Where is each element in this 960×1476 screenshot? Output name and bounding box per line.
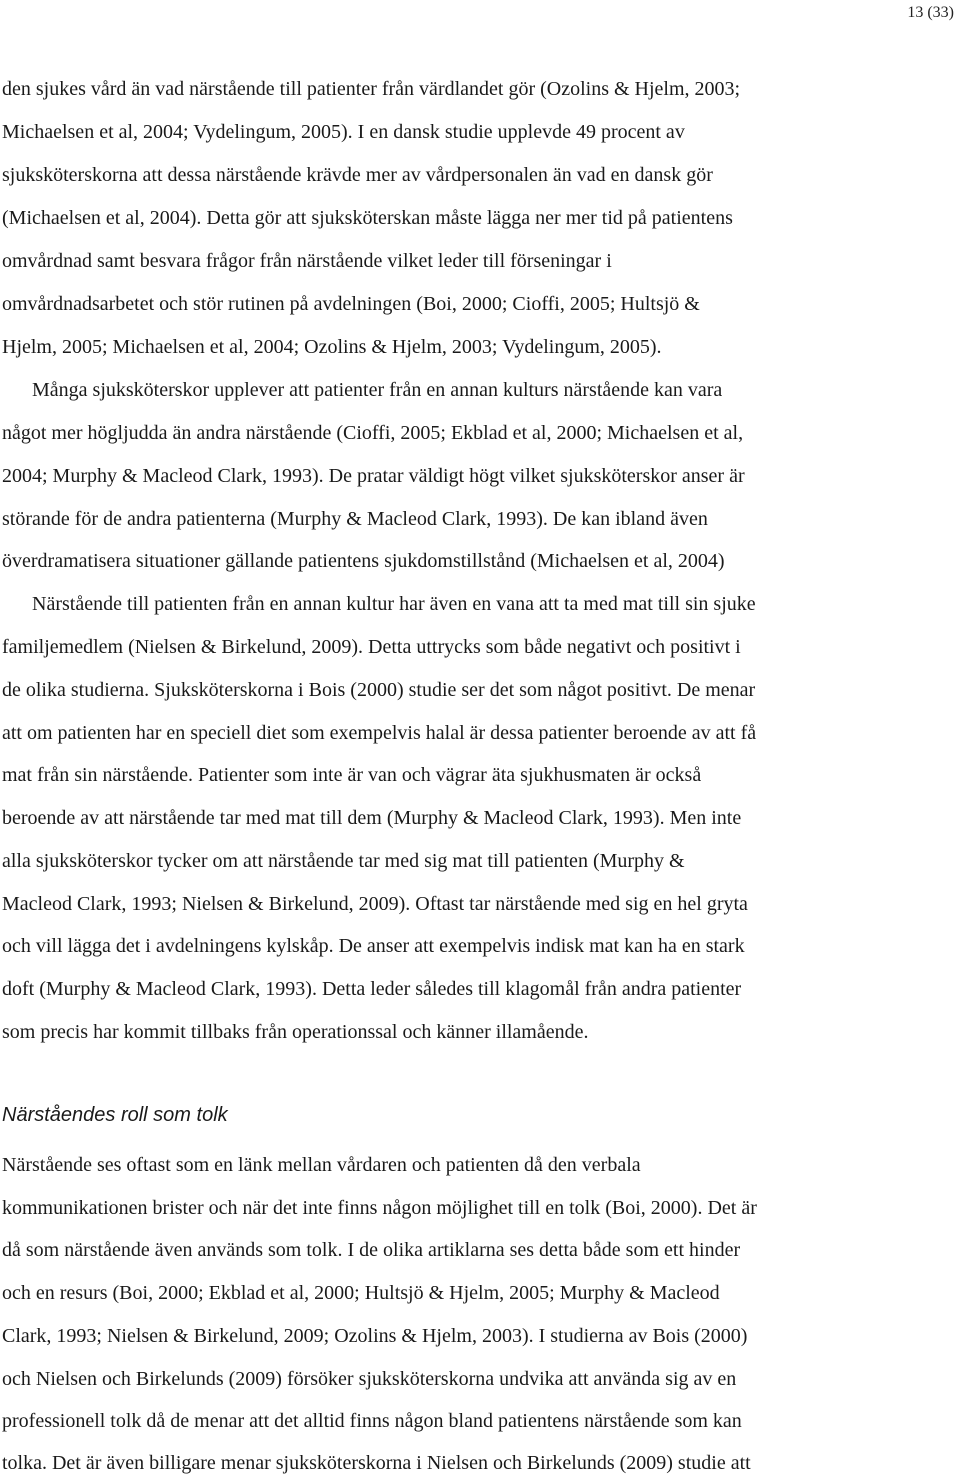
text-line: och en resurs (Boi, 2000; Ekblad et al, 2000; Hultsjö & Hjelm, 2005; Murphy & Macleod <box>2 1282 720 1304</box>
text-line: alla sjuksköterskor tycker om att närstående tar med sig mat till patienten (Murphy & <box>2 850 685 872</box>
text-line: Hjelm, 2005; Michaelsen et al, 2004; Ozolins & Hjelm, 2003; Vydelingum, 2005). <box>2 336 662 358</box>
text-line: Michaelsen et al, 2004; Vydelingum, 2005). I en dansk studie upplevde 49 procent av <box>2 121 685 143</box>
text-line: störande för de andra patienterna (Murphy & Macleod Clark, 1993). De kan ibland även <box>2 508 708 530</box>
text-line: och vill lägga det i avdelningens kylskåp. De anser att exempelvis indisk mat kan ha en stark <box>2 935 745 957</box>
text-line: omvårdnad samt besvara frågor från närstående vilket leder till förseningar i <box>2 250 612 272</box>
text-line: de olika studierna. Sjuksköterskorna i Bois (2000) studie ser det som något positivt. De menar <box>2 679 756 701</box>
text-line: att om patienten har en speciell diet som exempelvis halal är dessa patienter beroende av att få <box>2 722 757 744</box>
section-heading: Närståendes roll som tolk <box>2 1104 228 1126</box>
text-line: 2004; Murphy & Macleod Clark, 1993). De pratar väldigt högt vilket sjuksköterskor anser är <box>2 465 745 487</box>
text-line: och Nielsen och Birkelunds (2009) försöker sjuksköterskorna undvika att använda sig av en <box>2 1368 737 1390</box>
page-number: 13 (33) <box>907 4 954 21</box>
text-line: tolka. Det är även billigare menar sjuksköterskorna i Nielsen och Birkelunds (2009) studie att <box>2 1452 751 1474</box>
text-line: Närstående ses oftast som en länk mellan vårdaren och patienten då den verbala <box>2 1154 641 1176</box>
text-line: något mer högljudda än andra närstående (Cioffi, 2005; Ekblad et al, 2000; Michaelsen et al, <box>2 422 744 444</box>
text-line: Macleod Clark, 1993; Nielsen & Birkelund, 2009). Oftast tar närstående med sig en hel gryta <box>2 893 748 915</box>
text-line: som precis har kommit tillbaks från operationssal och känner illamående. <box>2 1021 589 1043</box>
text-line: mat från sin närstående. Patienter som inte är van och vägrar äta sjukhusmaten är också <box>2 764 702 786</box>
text-line: doft (Murphy & Macleod Clark, 1993). Detta leder således till klagomål från andra patienter <box>2 978 742 1000</box>
text-line: kommunikationen brister och när det inte finns någon möjlighet till en tolk (Boi, 2000). Det är <box>2 1197 757 1219</box>
text-line: överdramatisera situationer gällande patientens sjukdomstillstånd (Michaelsen et al, 2004) <box>2 550 725 572</box>
text-line: (Michaelsen et al, 2004). Detta gör att sjuksköterskan måste lägga ner mer tid på patientens <box>2 207 733 229</box>
text-line-indented: Många sjuksköterskor upplever att patienter från en annan kulturs närstående kan vara <box>32 379 723 401</box>
text-line: sjuksköterskorna att dessa närstående krävde mer av vårdpersonalen än vad en dansk gör <box>2 164 713 186</box>
text-line: beroende av att närstående tar med mat till dem (Murphy & Macleod Clark, 1993). Men inte <box>2 807 742 829</box>
text-line: familjemedlem (Nielsen & Birkelund, 2009). Detta uttrycks som både negativt och positivt i <box>2 636 741 658</box>
text-line-indented: Närstående till patienten från en annan kultur har även en vana att ta med mat till sin sjuke <box>32 593 756 615</box>
text-line: Clark, 1993; Nielsen & Birkelund, 2009; Ozolins & Hjelm, 2003). I studierna av Bois (2000) <box>2 1325 748 1347</box>
text-line: den sjukes vård än vad närstående till patienter från värdlandet gör (Ozolins & Hjelm, 2003; <box>2 78 741 100</box>
text-line: då som närstående även används som tolk. I de olika artiklarna ses detta både som ett hinder <box>2 1239 741 1261</box>
text-line: professionell tolk då de menar att det alltid finns någon bland patientens närstående som kan <box>2 1410 742 1432</box>
text-line: omvårdnadsarbetet och stör rutinen på avdelningen (Boi, 2000; Cioffi, 2005; Hultsjö & <box>2 293 700 315</box>
